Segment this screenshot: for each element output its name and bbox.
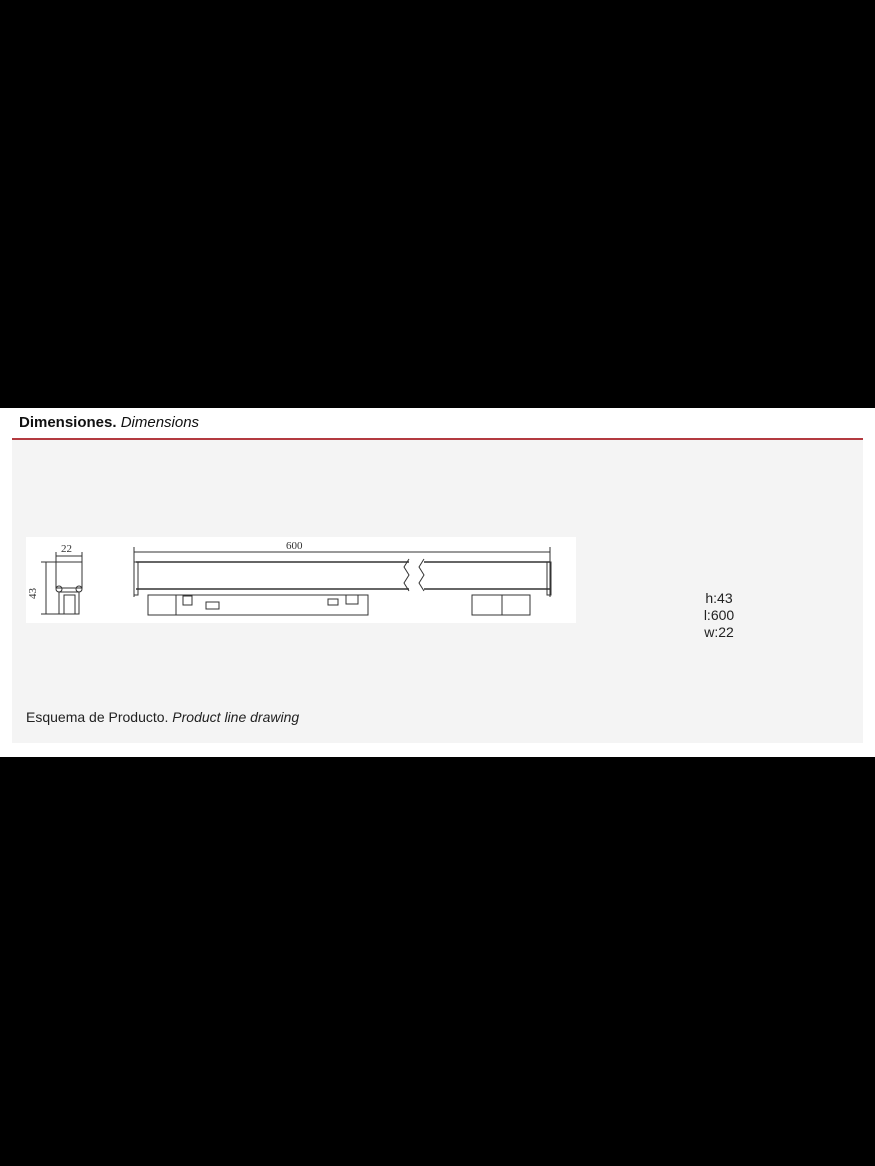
content-panel	[12, 440, 863, 743]
width-value: w:22	[704, 624, 734, 640]
section-title-spanish: Dimensiones.	[19, 414, 117, 431]
drawing-caption	[26, 709, 299, 725]
svg-text:43: 43	[27, 588, 39, 599]
svg-text:22: 22	[61, 543, 72, 555]
front-view-drawing	[134, 540, 551, 615]
section-title	[19, 414, 199, 431]
height-value: h:43	[705, 590, 733, 606]
svg-text:600: 600	[286, 540, 303, 552]
product-line-drawing	[26, 537, 576, 623]
caption-english: Product line drawing	[168, 709, 300, 725]
side-view-drawing	[27, 543, 82, 614]
section-title-english: Dimensions	[116, 414, 200, 431]
dimensions-list	[684, 590, 754, 641]
dimensions-section	[0, 408, 875, 757]
caption-spanish: Esquema de Producto.	[26, 709, 169, 725]
length-value: l:600	[703, 607, 735, 623]
